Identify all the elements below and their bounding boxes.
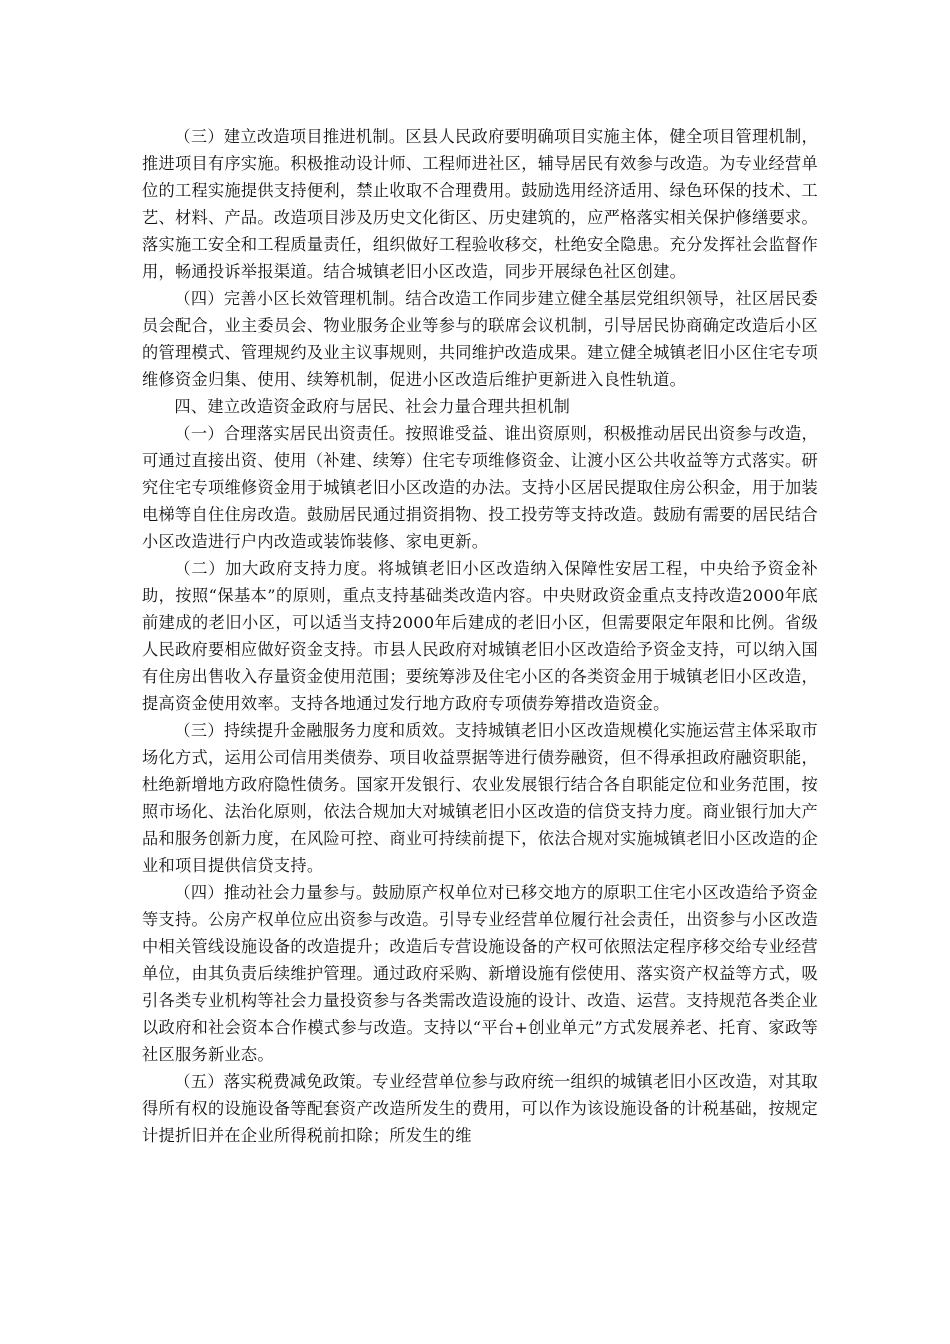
paragraph-resident-funding: （一）合理落实居民出资责任。按照谁受益、谁出资原则，积极推动居民出资参与改造，可通过直接出资、使用（补建、续筹）住宅专项维修资金、让渡小区公共收益等方式落实。研究住宅专项维修资金用于城镇老旧小区改造的办法。支持小区居民提取住房公积金，用于加装电梯等自住住房改造。鼓励居民通过捐资捐物、投工投劳等支持改造。鼓励有需要的居民结合小区改造进行户内改造或装饰装修、家电更新。 [142, 424, 818, 551]
section-heading-funding-mechanism: 四、建立改造资金政府与居民、社会力量合理共担机制 [174, 397, 571, 416]
paragraph-government-support: （二）加大政府支持力度。将城镇老旧小区改造纳入保障性安居工程，中央给予资金补助，按照“保基本”的原则，重点支持基础类改造内容。中央财政资金重点支持改造2000年底前建成的老旧小区，可以适当支持2000年后建成的老旧小区，但需要限定年限和比例。省级人民政府要相应做好资金支持。市县人民政府对城镇老旧小区改造给予资金支持，可以纳入国有住房出售收入存量资金使用范围；要统筹涉及住宅小区的各类资金用于城镇老旧小区改造，提高资金使用效率。支持各地通过发行地方政府专项债券筹措改造资金。 [142, 559, 818, 713]
paragraph-social-participation: （四）推动社会力量参与。鼓励原产权单位对已移交地方的原职工住宅小区改造给予资金等支持。公房产权单位应出资参与改造。引导专业经营单位履行社会责任，出资参与小区改造中相关管线设施设备的改造提升；改造后专营设施设备的产权可依照法定程序移交给专业经营单位，由其负责后续维护管理。通过政府采购、新增设施有偿使用、落实资产权益等方式，吸引各类专业机构等社会力量投资参与各类需改造设施的设计、改造、运营。支持规范各类企业以政府和社会资本合作模式参与改造。支持以“平台+创业单元”方式发展养老、托育、家政等社区服务新业态。 [142, 883, 818, 1064]
document-body [142, 123, 818, 1149]
paragraph-project-advancement: （三）建立改造项目推进机制。区县人民政府要明确项目实施主体，健全项目管理机制，推进项目有序实施。积极推动设计师、工程师进社区，辅导居民有效参与改造。为专业经营单位的工程实施提供支持便利，禁止收取不合理费用。鼓励选用经济适用、绿色环保的技术、工艺、材料、产品。改造项目涉及历史文化街区、历史建筑的，应严格落实相关保护修缮要求。落实施工安全和工程质量责任，组织做好工程验收移交，杜绝安全隐患。充分发挥社会监督作用，畅通投诉举报渠道。结合城镇老旧小区改造，同步开展绿色社区创建。 [142, 127, 818, 281]
paragraph-financial-services: （三）持续提升金融服务力度和质效。支持城镇老旧小区改造规模化实施运营主体采取市场化方式，运用公司信用类债券、项目收益票据等进行债券融资，但不得承担政府融资职能，杜绝新增地方政府隐性债务。国家开发银行、农业发展银行结合各自职能定位和业务范围，按照市场化、法治化原则，依法合规加大对城镇老旧小区改造的信贷支持力度。商业银行加大产品和服务创新力度，在风险可控、商业可持续前提下，依法合规对实施城镇老旧小区改造的企业和项目提供信贷支持。 [142, 721, 818, 875]
paragraph-long-term-management: （四）完善小区长效管理机制。结合改造工作同步建立健全基层党组织领导，社区居民委员会配合，业主委员会、物业服务企业等参与的联席会议机制，引导居民协商确定改造后小区的管理模式、管理规约及业主议事规则，共同维护改造成果。建立健全城镇老旧小区住宅专项维修资金归集、使用、续筹机制，促进小区改造后维护更新进入良性轨道。 [142, 289, 818, 389]
paragraph-tax-reduction: （五）落实税费减免政策。专业经营单位参与政府统一组织的城镇老旧小区改造，对其取得所有权的设施设备等配套资产改造所发生的费用，可以作为该设施设备的计税基础，按规定计提折旧并在企业所得税前扣除；所发生的维 [142, 1072, 818, 1145]
